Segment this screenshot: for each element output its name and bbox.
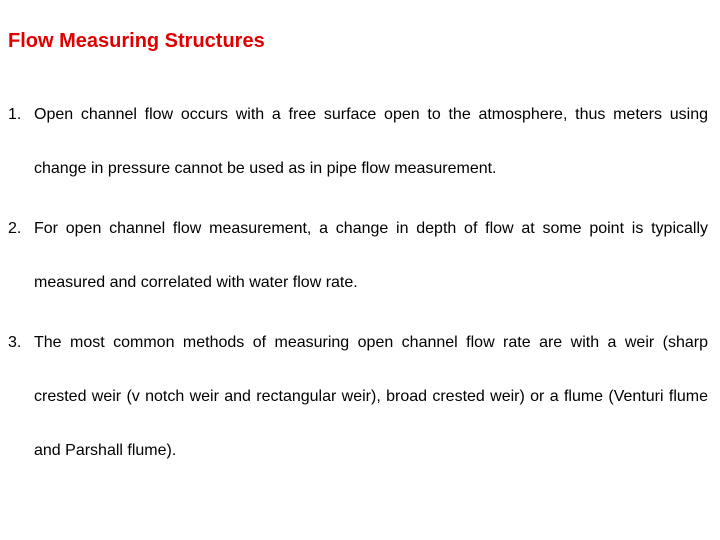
list-item-text: Open channel flow occurs with a free surface open to the atmosphere, thus meters using change in pressure cannot be used as in pipe flow measurement. <box>34 106 708 177</box>
list-item <box>8 316 708 478</box>
list-item-text: For open channel flow measurement, a change in depth of flow at some point is typically measured and correlated with water flow rate. <box>34 220 708 291</box>
list-item-text: The most common methods of measuring open channel flow rate are with a weir (sharp crested weir (v notch weir and rectangular weir), broad crested weir) or a flume (Venturi flume and Parshall flume). <box>34 334 708 459</box>
list-item-number: 2. <box>8 220 22 237</box>
slide-title: Flow Measuring Structures <box>8 30 265 52</box>
list-item-number: 3. <box>8 334 22 351</box>
list-item-number: 1. <box>8 106 22 123</box>
list-item <box>8 202 708 310</box>
list-item <box>8 88 708 196</box>
bullet-list <box>8 88 708 484</box>
